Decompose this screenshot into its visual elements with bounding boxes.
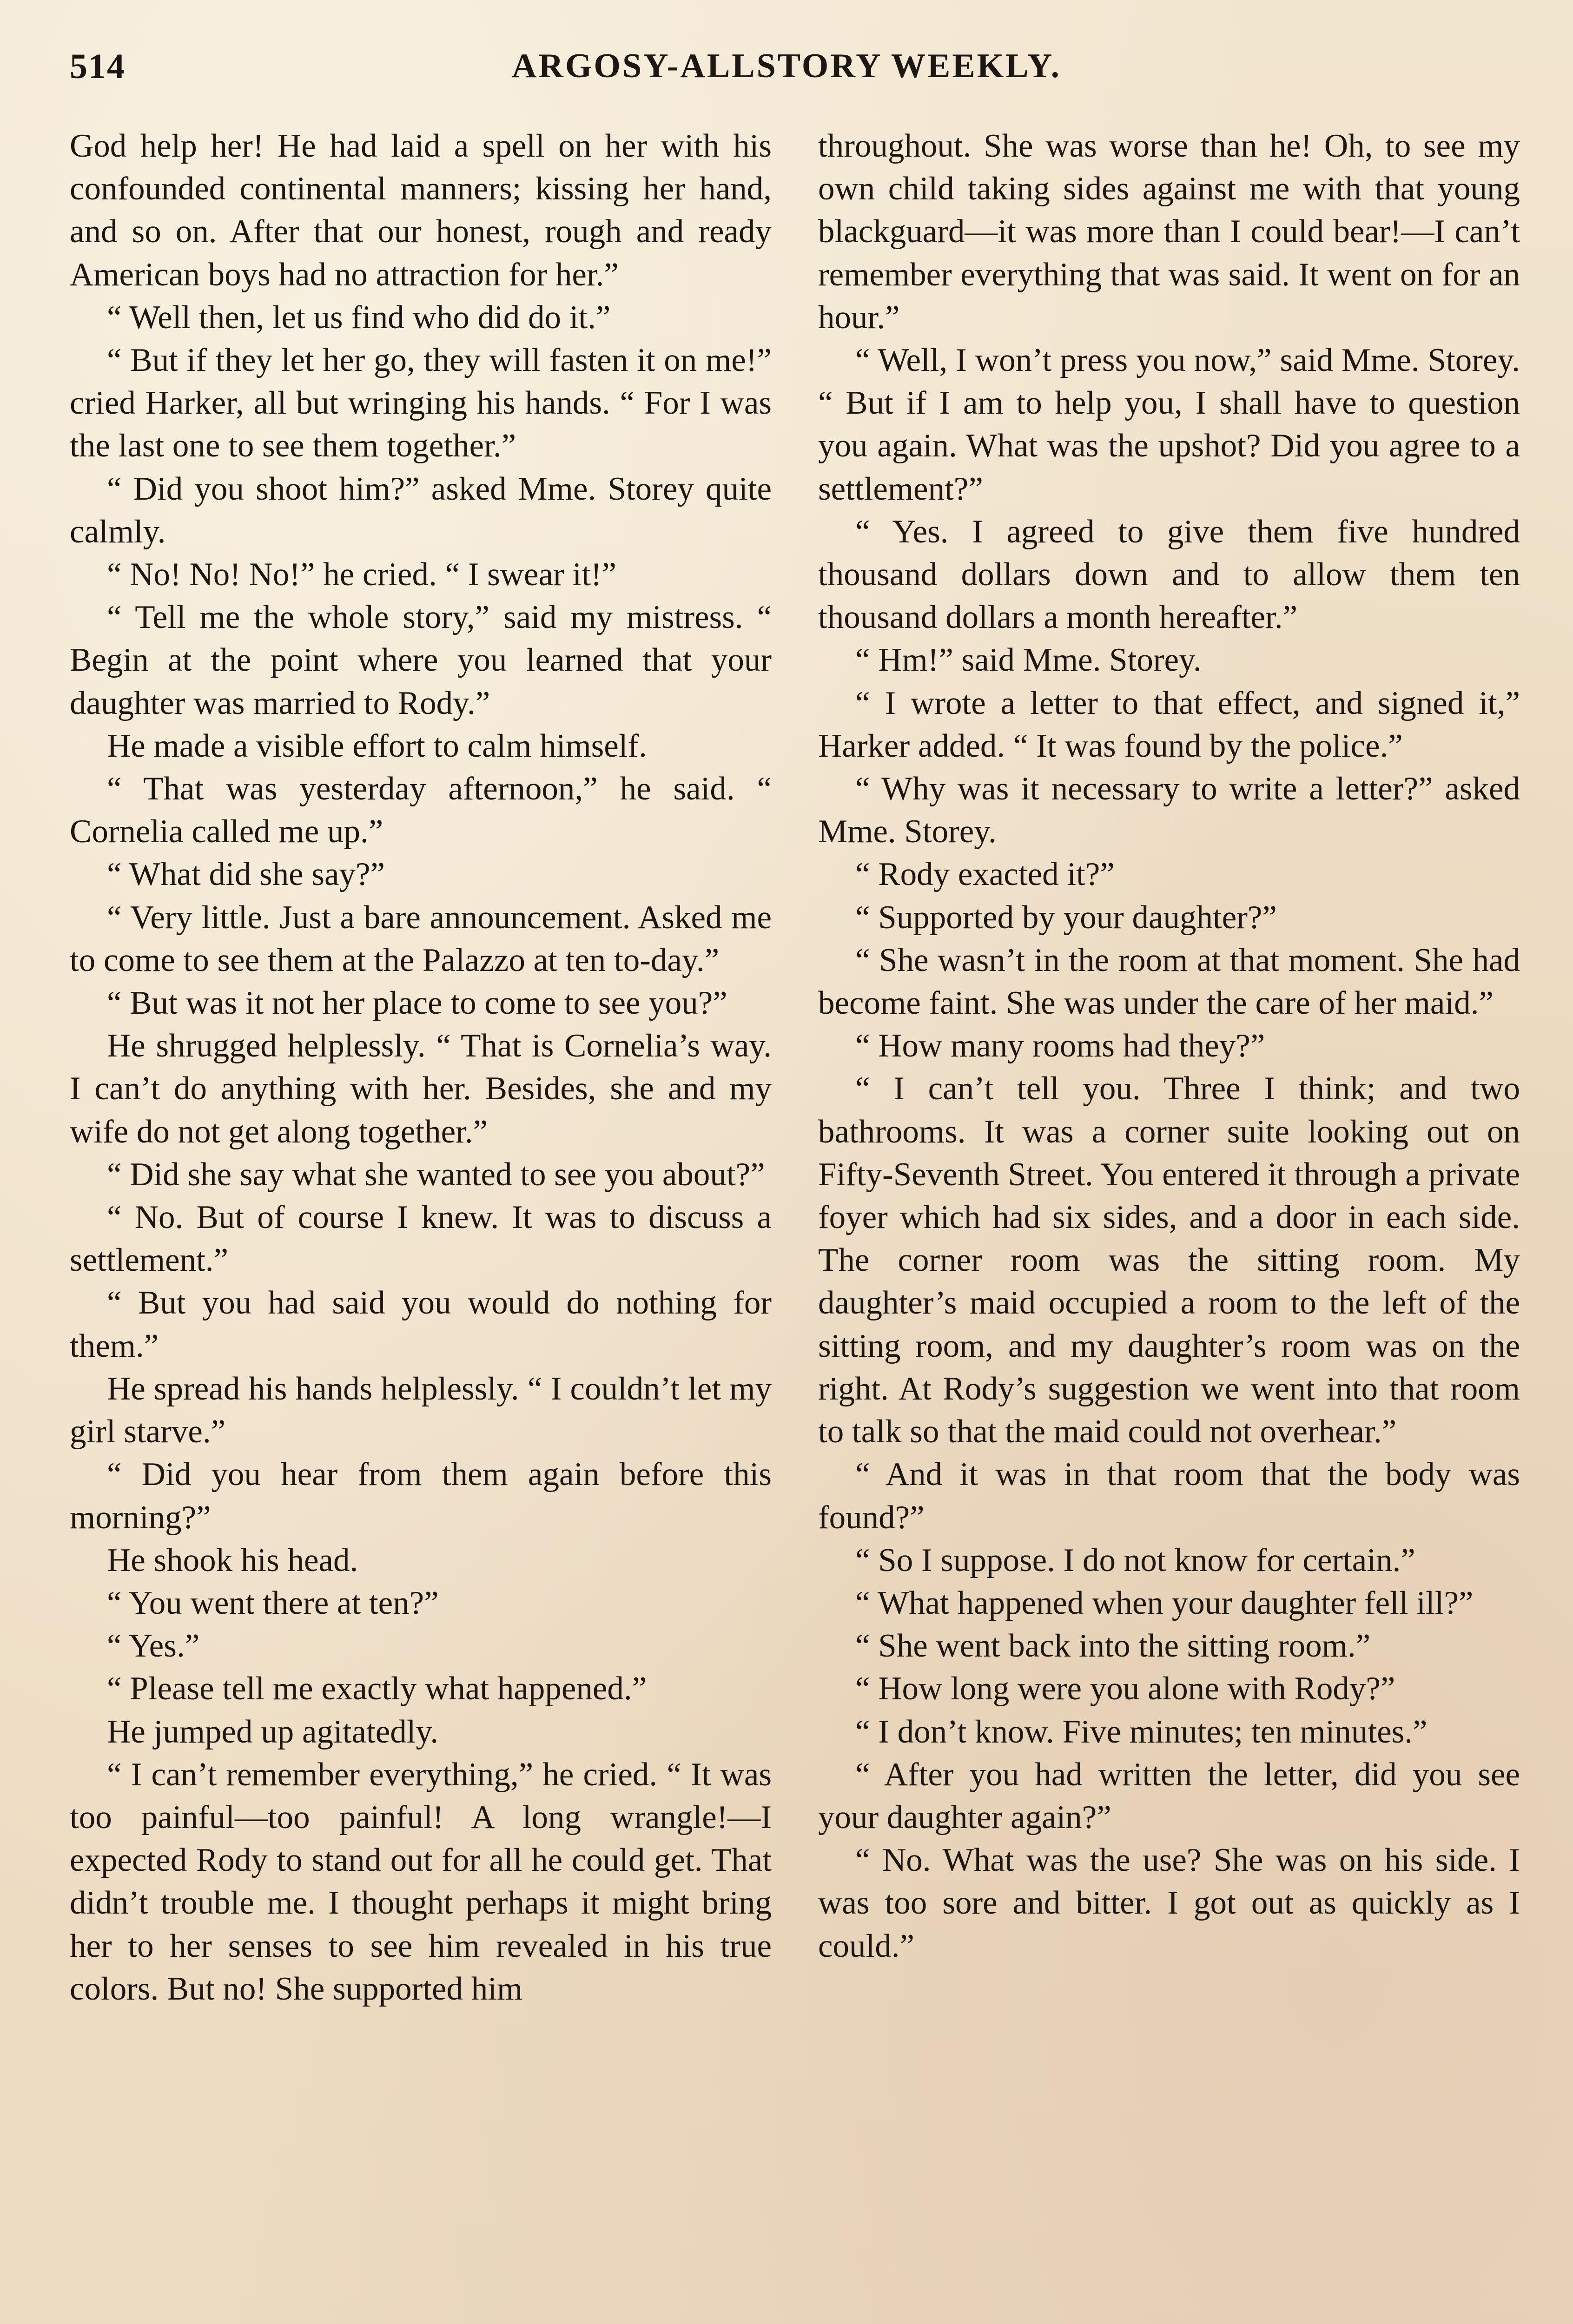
paragraph: “ Yes. I agreed to give them five hundred thousand dollars down and to allow them ten thousand dollars a month hereafter.”	[818, 513, 1520, 636]
paragraph: “ Well then, let us find who did do it.”	[107, 299, 611, 336]
paragraph: “ I can’t tell you. Three I think; and two bathrooms. It was a corner suite looking out on Fifty-Seventh Street. You entered it through a private foyer which had six sides, and a door in each side. The corner room was the sitting room. My daughter’s maid occupied a room to the left of the sitting room, and my daughter’s room was on the right. At Rody’s suggestion we went into that room to talk so that the maid could not overhear.”	[818, 1070, 1520, 1450]
paragraph: “ So I suppose. I do not know for certain.”	[855, 1542, 1415, 1578]
paragraph: “ Well, I won’t press you now,” said Mme. Storey. “ But if I am to help you, I shall have to question you again. What was the upshot? Did you agree to a settlement?”	[818, 342, 1520, 507]
paragraph: “ Rody exacted it?”	[855, 856, 1115, 893]
paragraph: He shook his head.	[107, 1542, 358, 1578]
paragraph: He made a visible effort to calm himself.	[107, 727, 647, 764]
paragraph: “ But you had said you would do nothing for them.”	[70, 1285, 772, 1364]
paragraph: He spread his hands helplessly. “ I couldn’t let my girl starve.”	[70, 1370, 772, 1450]
paragraph: “ That was yesterday afternoon,” he said. “ Cornelia called me up.”	[70, 771, 772, 850]
paragraph: “ I wrote a letter to that effect, and signed it,” Harker added. “ It was found by the police.”	[818, 685, 1520, 764]
paragraph: “ But was it not her place to come to see you?”	[107, 985, 727, 1022]
paragraph: He shrugged helplessly. “ That is Cornelia’s way. I can’t do anything with her. Besides, she and my wife do not get along together.”	[70, 1028, 772, 1150]
paragraph: “ No. What was the use? She was on his side. I was too sore and bitter. I got out as quickly as I could.”	[818, 1842, 1520, 1964]
paragraph: “ Yes.”	[107, 1628, 200, 1664]
paragraph: “ What did she say?”	[107, 856, 385, 893]
paragraph: “ I don’t know. Five minutes; ten minutes.”	[855, 1713, 1428, 1750]
left-column	[70, 125, 772, 2010]
paragraph: “ Please tell me exactly what happened.”	[107, 1670, 647, 1707]
paragraph: “ Hm!” said Mme. Storey.	[855, 642, 1202, 679]
paragraph: “ How long were you alone with Rody?”	[855, 1670, 1395, 1707]
page-number: 514	[70, 47, 126, 86]
paragraph: “ No! No! No!” he cried. “ I swear it!”	[107, 556, 617, 593]
paragraph: “ I can’t remember everything,” he cried. “ It was too painful—too painful! A long wrangle!—I expected Rody to stand out for all he could get. That didn’t trouble me. I thought perhaps it might bring her to her senses to see him revealed in his true colors. But no! She supported him	[70, 1756, 772, 2007]
paragraph: “ You went there at ten?”	[107, 1585, 439, 1621]
paragraph: God help her! He had laid a spell on her with his confounded continental manners; kissing her hand, and so on. After that our honest, rough and ready American boys had no attraction for her.”	[70, 128, 772, 293]
paragraph: “ How many rooms had they?”	[855, 1028, 1265, 1064]
running-head: ARGOSY-ALLSTORY WEEKLY.	[511, 47, 1062, 85]
paragraph: “ She wasn’t in the room at that moment. She had become faint. She was under the care of her maid.”	[818, 942, 1520, 1022]
paragraph: “ Why was it necessary to write a letter?” asked Mme. Storey.	[818, 771, 1520, 850]
paragraph: “ But if they let her go, they will fasten it on me!” cried Harker, all but wringing his hands. “ For I was the last one to see them together.”	[70, 342, 772, 464]
paragraph: “ What happened when your daughter fell ill?”	[855, 1585, 1474, 1621]
paragraph: “ No. But of course I knew. It was to discuss a settlement.”	[70, 1199, 772, 1279]
paragraph: “ Supported by your daughter?”	[855, 899, 1277, 936]
paragraph: throughout. She was worse than he! Oh, to see my own child taking sides against me with that young blackguard—it was more than I could bear!—I can’t remember everything that was said. It went on for an hour.”	[818, 128, 1520, 336]
paragraph: “ Tell me the whole story,” said my mistress. “ Begin at the point where you learned that your daughter was married to Rody.”	[70, 599, 772, 721]
paragraph: “ After you had written the letter, did you see your daughter again?”	[818, 1756, 1520, 1835]
paragraph: He jumped up agitatedly.	[107, 1713, 439, 1750]
paragraph: “ And it was in that room that the body was found?”	[818, 1456, 1520, 1536]
paragraph: “ Did she say what she wanted to see you about?”	[107, 1156, 765, 1193]
paragraph: “ Very little. Just a bare announcement. Asked me to come to see them at the Palazzo at ten to-day.”	[70, 899, 772, 978]
paragraph: “ Did you shoot him?” asked Mme. Storey quite calmly.	[70, 470, 772, 550]
paragraph: “ Did you hear from them again before this morning?”	[70, 1456, 772, 1536]
page-header	[70, 46, 1503, 98]
right-column	[818, 125, 1520, 1967]
paragraph: “ She went back into the sitting room.”	[855, 1628, 1371, 1664]
